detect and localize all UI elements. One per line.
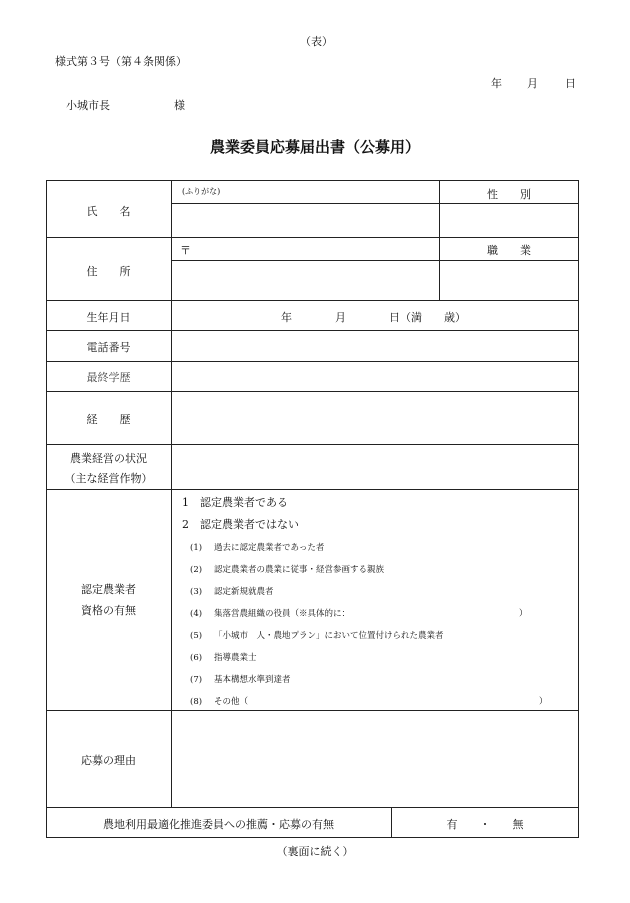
birth-day-age-unit: 日（満 歳） — [389, 311, 466, 324]
occupation-field[interactable] — [441, 262, 577, 298]
sub-option-6[interactable]: (6) 指導農業士 — [190, 653, 257, 663]
sub-option-8[interactable]: (8) その他（ — [190, 697, 249, 707]
continued-note: （裏面に続く） — [276, 845, 354, 858]
sex-field[interactable] — [441, 205, 577, 235]
phone-field[interactable] — [173, 332, 577, 359]
sub-option-3[interactable]: (3) 認定新規就農者 — [190, 587, 274, 597]
furigana-label: (ふりがな) — [182, 187, 221, 196]
sub-option-8-close: ） — [539, 697, 548, 707]
name-label: 氏 名 — [86, 205, 131, 218]
sub-option-5[interactable]: (5) 「小城市 人・農地プラン」において位置付けられた農業者 — [190, 631, 444, 641]
honorific: 様 — [174, 99, 185, 112]
date-year: 年 — [491, 77, 502, 90]
reason-field[interactable] — [173, 712, 577, 806]
cert-option-1[interactable]: 1 認定農業者である — [182, 496, 288, 509]
name-furigana-field[interactable] — [230, 182, 435, 202]
birth-year-unit: 年 — [281, 311, 292, 324]
cert-label-line2: 資格の有無 — [81, 604, 136, 617]
birthdate-label: 生年月日 — [86, 311, 131, 324]
sex-label: 性 別 — [487, 188, 531, 201]
cert-option-2[interactable]: 2 認定農業者ではない — [182, 518, 299, 531]
side-label: （表） — [300, 35, 333, 48]
education-field[interactable] — [173, 363, 577, 390]
career-label: 経 歴 — [86, 413, 131, 426]
sub-option-4-close: ） — [519, 609, 528, 619]
date-month: 月 — [527, 77, 538, 90]
birth-month-unit: 月 — [335, 311, 346, 324]
reason-label: 応募の理由 — [81, 754, 136, 767]
farm-status-field[interactable] — [173, 446, 577, 488]
phone-label: 電話番号 — [86, 341, 131, 354]
form-number: 様式第３号（第４条関係） — [55, 55, 187, 68]
recommend-choice[interactable]: 有 ・ 無 — [446, 818, 524, 831]
sub-option-4[interactable]: (4) 集落営農組織の役員（※具体的に： — [190, 609, 351, 619]
postal-mark: 〒 — [180, 244, 191, 257]
address-label: 住 所 — [86, 265, 131, 278]
address-field[interactable] — [173, 262, 437, 298]
education-label: 最終学歴 — [86, 371, 131, 384]
farm-status-label-line2: （主な経営作物） — [64, 472, 153, 485]
addressee: 小城市長 — [66, 99, 110, 112]
occupation-label: 職 業 — [487, 244, 531, 257]
page-title: 農業委員応募届出書（公募用） — [209, 138, 420, 156]
cert-label-line1: 認定農業者 — [81, 583, 136, 596]
name-field[interactable] — [173, 205, 437, 235]
postal-code-field[interactable] — [196, 239, 436, 259]
sub-option-2[interactable]: (2) 認定農業者の農業に従事・経営参画する親族 — [190, 565, 385, 575]
sub-option-1[interactable]: (1) 過去に認定農業者であった者 — [190, 543, 325, 553]
farm-status-label-line1: 農業経営の状況 — [70, 452, 147, 465]
sub-option-7[interactable]: (7) 基本構想水準到達者 — [190, 675, 291, 685]
recommend-label: 農地利用最適化推進委員への推薦・応募の有無 — [103, 818, 334, 831]
date-day: 日 — [565, 77, 576, 90]
career-field[interactable] — [173, 393, 577, 443]
